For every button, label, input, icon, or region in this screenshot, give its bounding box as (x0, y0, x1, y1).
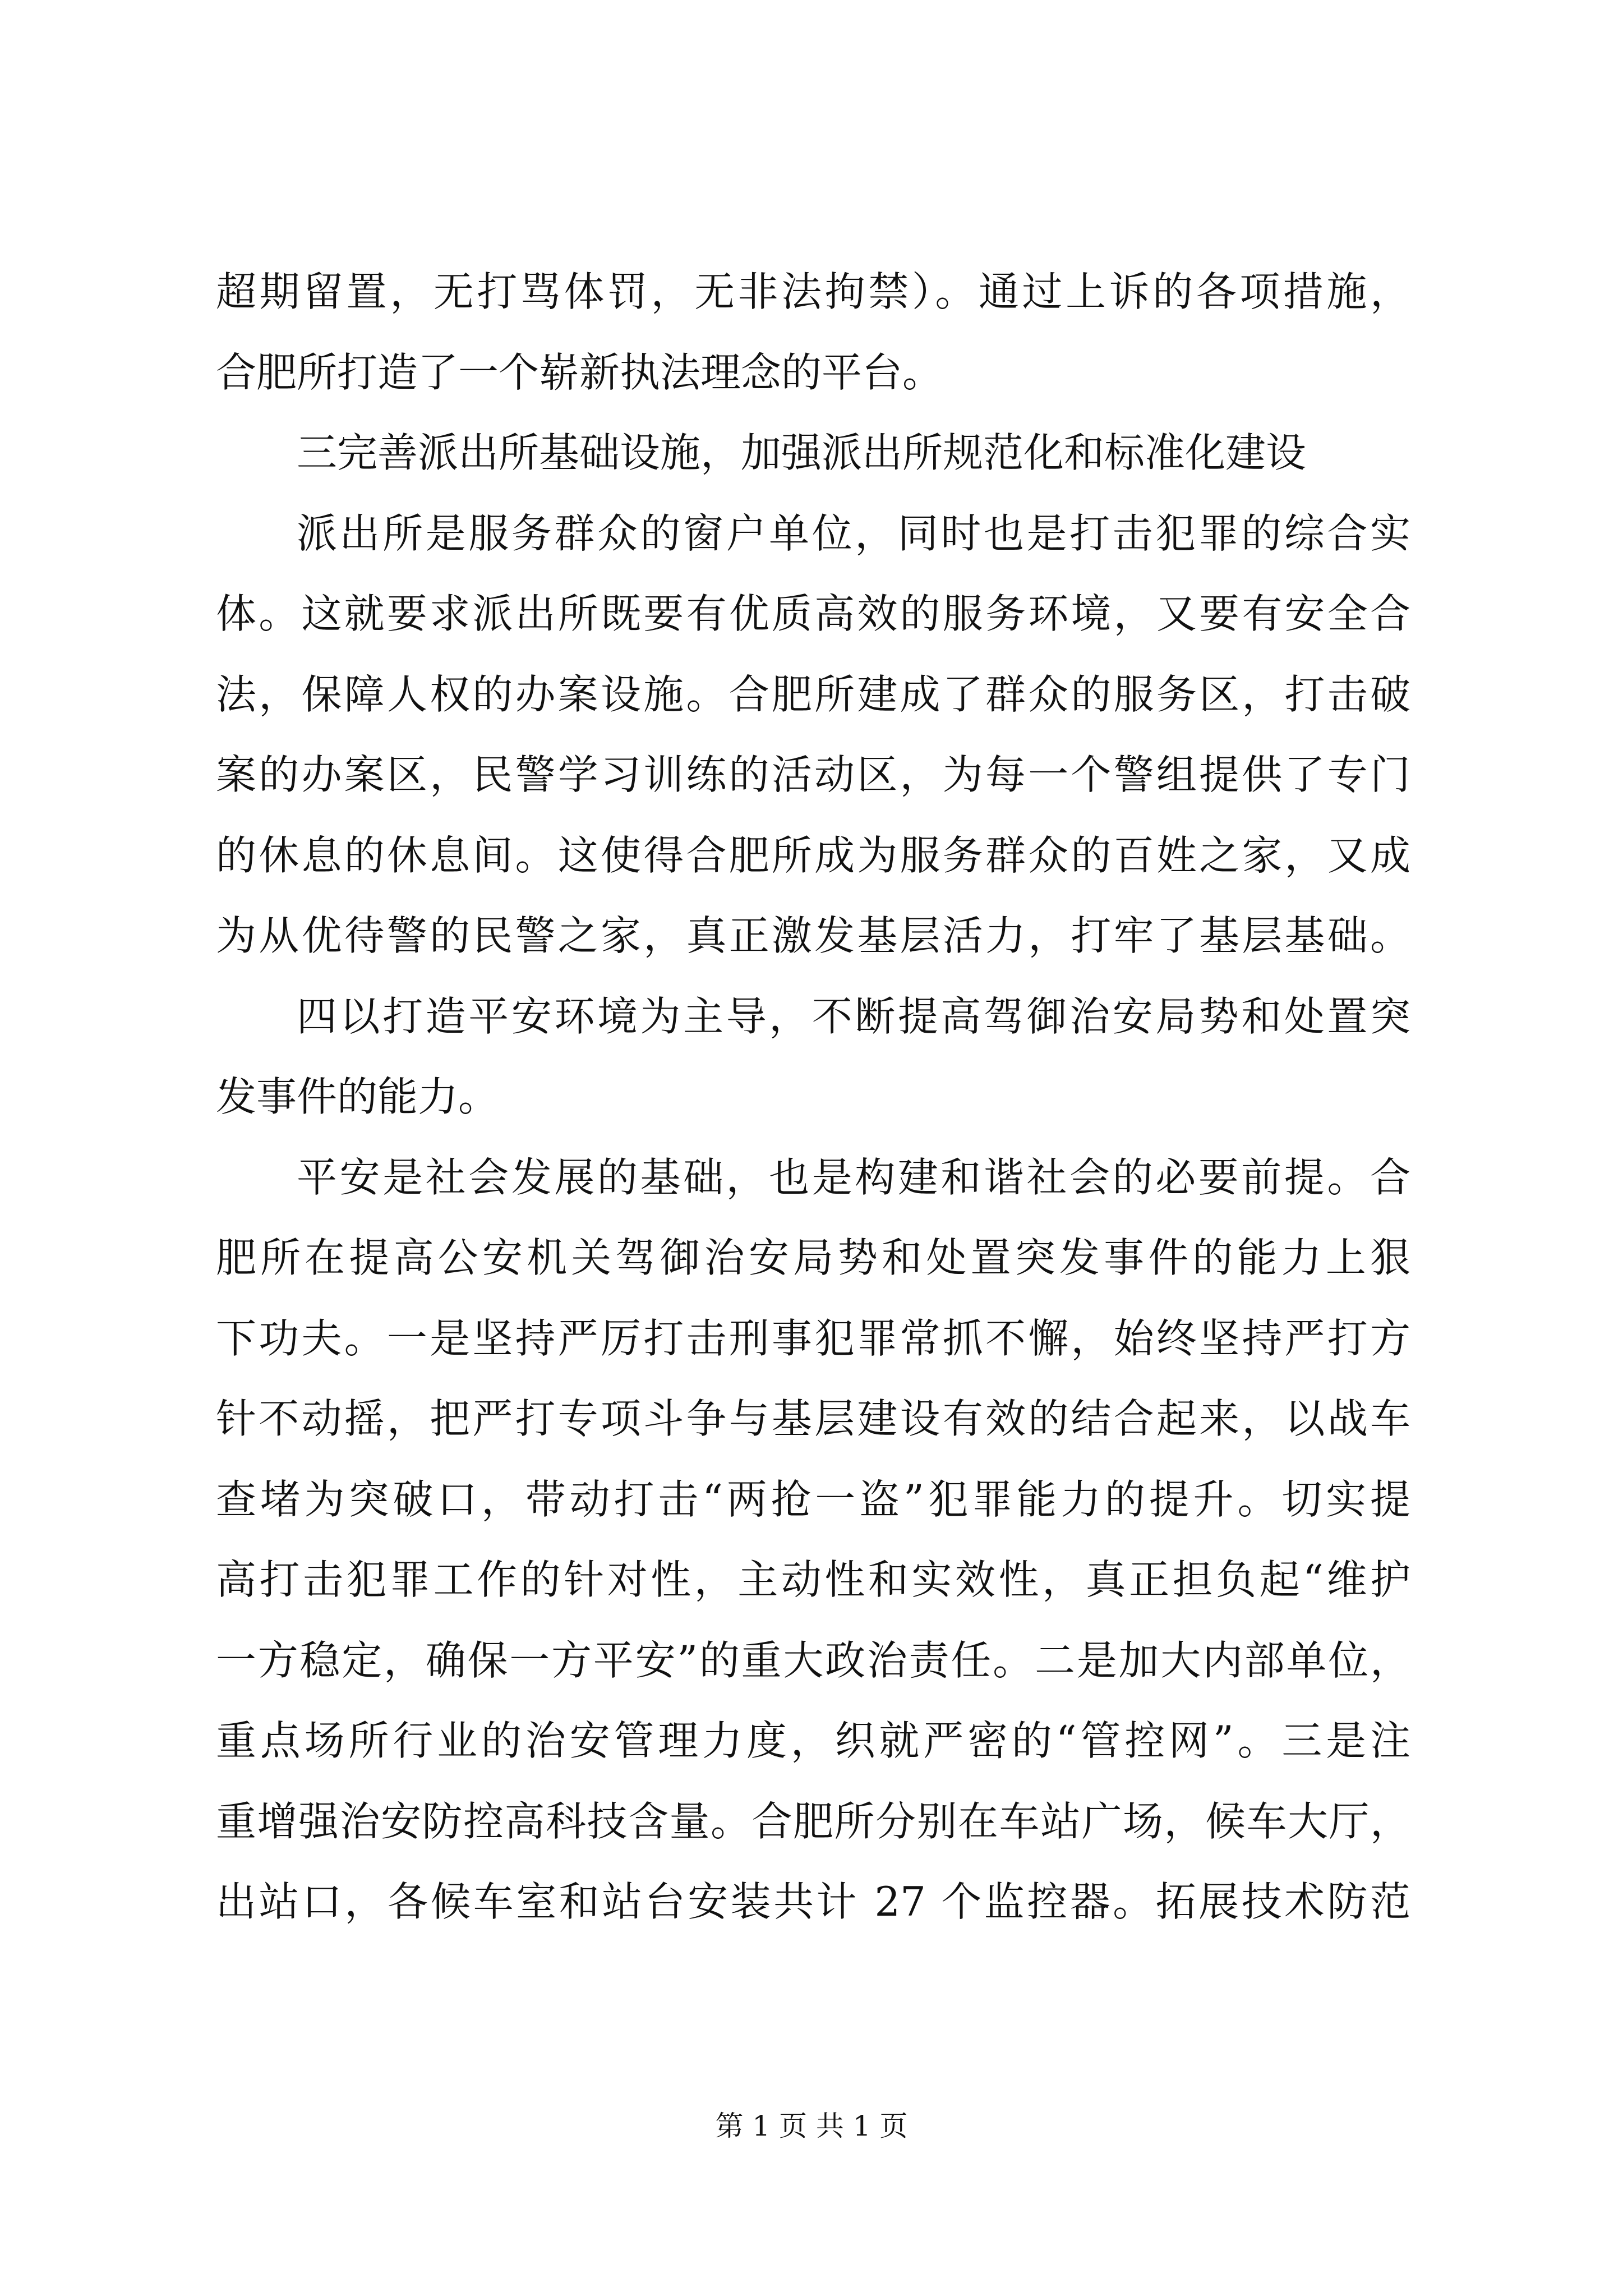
text-line: 体。这就要求派出所既要有优质高效的服务环境，又要有安全合 (216, 590, 1410, 637)
text-line: 法，保障人权的办案设施。合肥所建成了群众的服务区，打击破 (216, 670, 1410, 718)
text-line: 四以打造平安环境为主导，不断提高驾御治安局势和处置突 (297, 992, 1410, 1040)
text-line: 为从优待警的民警之家，真正激发基层活力，打牢了基层基础。 (216, 912, 1410, 959)
text-line: 出站口，各候车室和站台安装共计 27 个监控器。拓展技术防范 (216, 1878, 1410, 1925)
text-line: 平安是社会发展的基础，也是构建和谐社会的必要前提。合 (297, 1153, 1410, 1201)
text-line: 查堵为突破口，带动打击“两抢一盗”犯罪能力的提升。切实提 (216, 1475, 1410, 1523)
text-line: 高打击犯罪工作的针对性，主动性和实效性，真正担负起“维护 (216, 1556, 1410, 1603)
text-line: 合肥所打造了一个崭新执法理念的平台。 (216, 348, 943, 396)
body-text (216, 252, 1410, 1943)
text-line: 重增强治安防控高科技含量。合肥所分别在车站广场，候车大厅， (216, 1797, 1410, 1845)
text-line: 三完善派出所基础设施，加强派出所规范化和标准化建设 (297, 429, 1307, 476)
text-line: 发事件的能力。 (216, 1073, 499, 1120)
text-line: 重点场所行业的治安管理力度，织就严密的“管控网”。三是注 (216, 1717, 1410, 1764)
text-line: 肥所在提高公安机关驾御治安局势和处置突发事件的能力上狠 (216, 1234, 1410, 1281)
text-line: 一方稳定，确保一方平安”的重大政治责任。二是加大内部单位， (216, 1636, 1410, 1684)
text-line: 派出所是服务群众的窗户单位，同时也是打击犯罪的综合实 (297, 509, 1410, 557)
page-footer: 第 1 页 共 1 页 (715, 2110, 908, 2142)
text-line: 案的办案区，民警学习训练的活动区，为每一个警组提供了专门 (216, 751, 1410, 798)
text-line: 的休息的休息间。这使得合肥所成为服务群众的百姓之家，又成 (216, 831, 1410, 879)
text-line: 针不动摇，把严打专项斗争与基层建设有效的结合起来，以战车 (216, 1395, 1410, 1442)
text-line: 超期留置，无打骂体罚，无非法拘禁）。通过上诉的各项措施， (216, 268, 1410, 315)
text-line: 下功夫。一是坚持严厉打击刑事犯罪常抓不懈，始终坚持严打方 (216, 1314, 1410, 1362)
